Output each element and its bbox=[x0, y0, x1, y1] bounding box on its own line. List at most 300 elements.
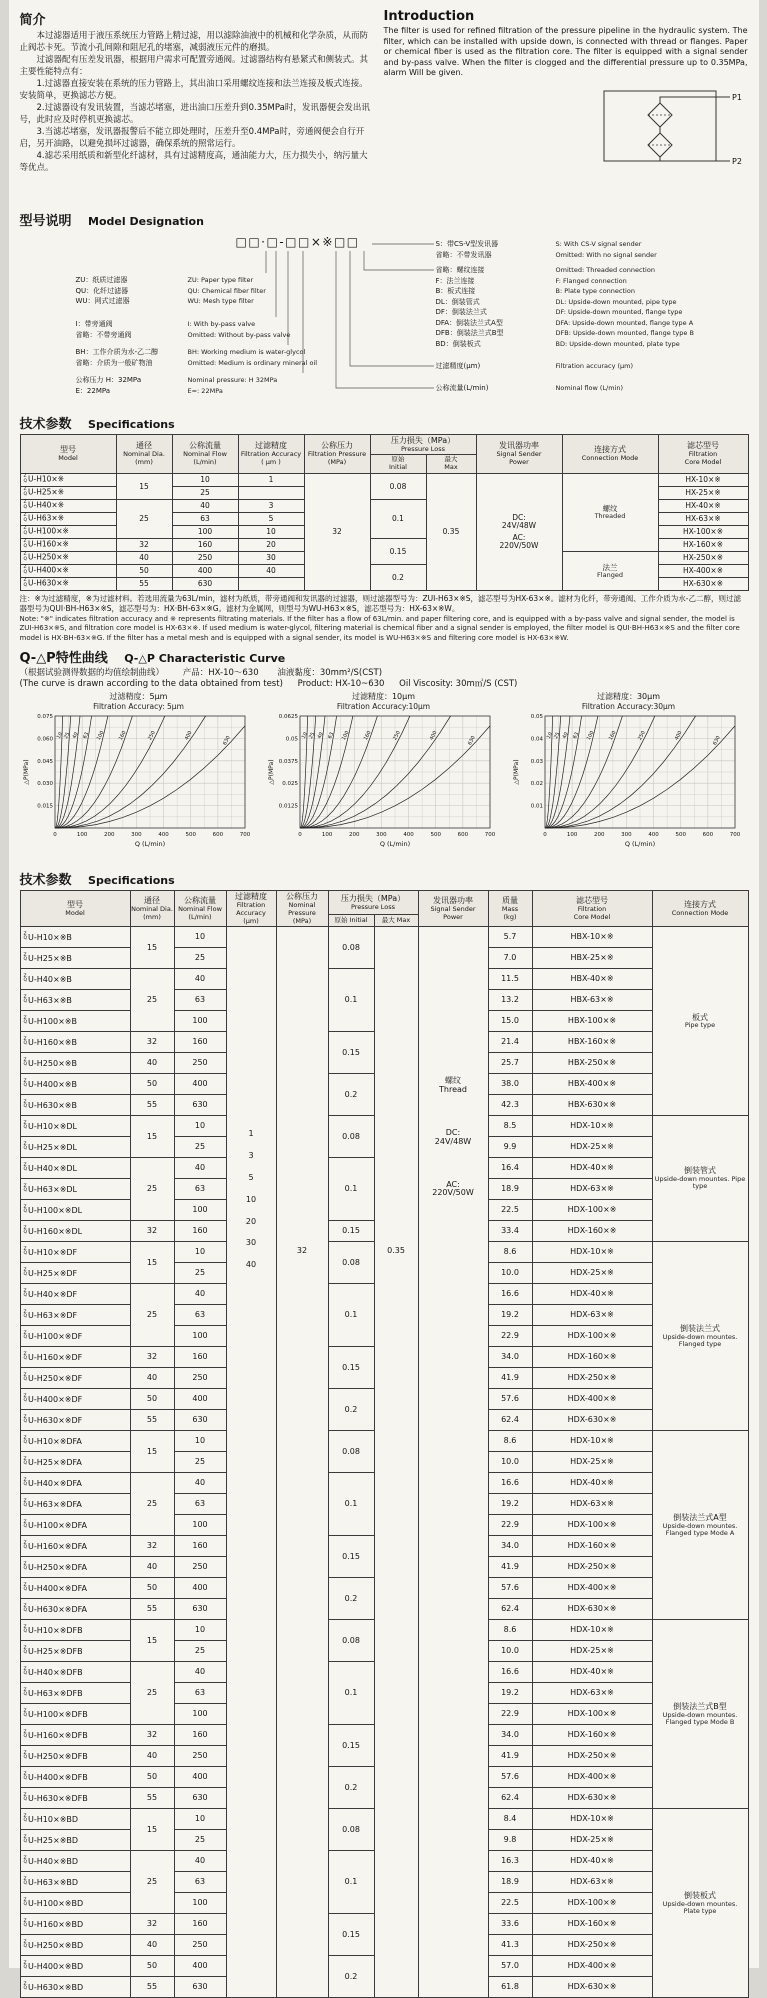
model-cell: Z Q U-H25×※DFB bbox=[20, 1641, 130, 1662]
designation-left-label-row bbox=[76, 296, 410, 307]
page bbox=[9, 0, 759, 1968]
model-designation-section bbox=[20, 210, 748, 409]
dia-cell: 50 bbox=[130, 1389, 174, 1410]
spec2-col-pressure: 公称压力 Nominal Pressure (MPa) bbox=[276, 891, 328, 927]
y-tick-label: 0.05 bbox=[285, 737, 298, 743]
designation-label-en: BD: Upside-down mounted, plate type bbox=[556, 339, 767, 350]
mass-cell: 18.9 bbox=[488, 1872, 532, 1893]
designation-label-cn: BD：倒装板式 bbox=[436, 339, 556, 350]
designation-right-label-row bbox=[436, 276, 767, 287]
model-prefix-zq: Z Q bbox=[24, 1500, 28, 1509]
core-model-cell: HDX-10×※ bbox=[532, 1116, 652, 1137]
mass-cell: 7.0 bbox=[488, 948, 532, 969]
model-cell: Z Q U-H100×※BD bbox=[20, 1893, 130, 1914]
dia-cell: 32 bbox=[130, 1725, 174, 1746]
mass-cell: 9.9 bbox=[488, 1137, 532, 1158]
core-model-cell: HDX-160×※ bbox=[532, 1221, 652, 1242]
pressure-merged-cell: 32 bbox=[276, 927, 328, 1998]
core-model-cell: HBX-63×※ bbox=[532, 990, 652, 1011]
model-cell: Z Q U-H10×※ bbox=[20, 473, 116, 486]
model-prefix-zq: Z Q bbox=[24, 1332, 28, 1341]
core-model-cell: HX-25×※ bbox=[658, 486, 748, 499]
mass-cell: 22.5 bbox=[488, 1200, 532, 1221]
x-tick-label: 0 bbox=[298, 832, 302, 838]
dia-cell: 40 bbox=[116, 551, 172, 564]
core-model-cell: HX-250×※ bbox=[658, 551, 748, 564]
model-cell: Z Q U-H400×※B bbox=[20, 1074, 130, 1095]
series-label: 10 bbox=[545, 732, 553, 740]
designation-label-en: DFA: Upside-down mounted, flange type A bbox=[556, 318, 767, 329]
designation-right-group-3 bbox=[436, 383, 767, 394]
designation-label-cn: 过滤精度(μm) bbox=[436, 361, 556, 372]
core-model-cell: HDX-630×※ bbox=[532, 1788, 652, 1809]
model-prefix-zq: Z Q bbox=[24, 1458, 28, 1467]
spec1-section bbox=[20, 413, 748, 643]
series-label: 10 bbox=[300, 732, 308, 740]
accuracy-merged-cell: 1 3 5 10 20 30 40 bbox=[226, 927, 276, 1998]
flow-cell: 400 bbox=[172, 564, 238, 577]
dia-cell: 15 bbox=[130, 1809, 174, 1851]
model-cell: Z Q U-H40×※B bbox=[20, 969, 130, 990]
designation-right-group-0 bbox=[436, 239, 767, 260]
connection-cell: 倒装法兰式B型 Upside-down mountes. Flanged type Mode B bbox=[652, 1620, 748, 1809]
mass-cell: 41.9 bbox=[488, 1746, 532, 1767]
core-model-cell: HX-63×※ bbox=[658, 512, 748, 525]
designation-label-en: Nominal pressure: H 32MPa bbox=[188, 375, 410, 386]
model-cell: Z Q U-H250×※DFA bbox=[20, 1557, 130, 1578]
intro-paragraph-en: The filter is used for refined filtration of the pressure pipeline in the hydraulic system. The filter, which can be installed with upside down, is connected with thread or flanges. Paper or chemical fiber is used as the filtration core. The filter is equipped with a signal sender and by-pass valve. When the filter is clogged and the differential pressure up to 0.35MPa, alarm Will be given. bbox=[384, 26, 748, 79]
designation-right-label-row bbox=[436, 318, 767, 329]
flow-cell: 63 bbox=[174, 1683, 226, 1704]
spec2-col-accuracy: 过滤精度 Filtration Accuracy (μm) bbox=[226, 891, 276, 927]
qdp-chart-svg bbox=[510, 711, 746, 861]
mass-cell: 38.0 bbox=[488, 1074, 532, 1095]
spec1-col-model: 型号 Model bbox=[20, 435, 116, 474]
loss-initial-cell: 0.08 bbox=[328, 1620, 374, 1662]
model-prefix-zq: Z Q bbox=[24, 1563, 28, 1572]
mass-cell: 15.0 bbox=[488, 1011, 532, 1032]
flow-cell: 160 bbox=[174, 1032, 226, 1053]
spec1-header-row bbox=[20, 435, 748, 455]
core-model-cell: HBX-25×※ bbox=[532, 948, 652, 969]
flow-cell: 10 bbox=[174, 1620, 226, 1641]
designation-left-label-row bbox=[76, 275, 410, 286]
spec2-col-power: 发讯器功率 Signal Sender Power bbox=[418, 891, 488, 927]
dia-cell: 50 bbox=[130, 1767, 174, 1788]
core-model-cell: HDX-400×※ bbox=[532, 1956, 652, 1977]
intro-paragraph-cn: 3.当滤芯堵塞，发讯器报警后不能立即处理时，压差升至0.4MPa时，旁通阀便会自行开启，另开油路，以避免损坏过滤器，确保系统的照常运行。 bbox=[20, 126, 372, 150]
y-tick-label: 0.045 bbox=[37, 759, 53, 765]
dia-cell: 25 bbox=[130, 969, 174, 1032]
spec1-col-accuracy: 过滤精度 Filtration Accuracy ( μm ) bbox=[238, 435, 304, 474]
designation-right-label-row bbox=[436, 361, 767, 372]
spec2-col-mass: 质量 Mass (kg) bbox=[488, 891, 532, 927]
spec2-col-core: 滤芯型号 Filtration Core Model bbox=[532, 891, 652, 927]
model-prefix-zq: Z Q bbox=[24, 1248, 28, 1257]
symbol-port-p2-label: P2 bbox=[732, 157, 742, 166]
model-cell: Z Q U-H40×※DL bbox=[20, 1158, 130, 1179]
designation-label-en: WU: Mesh type filter bbox=[188, 296, 410, 307]
flow-cell: 40 bbox=[174, 1158, 226, 1179]
spec1-title bbox=[20, 413, 748, 432]
model-prefix-zq: Z Q bbox=[24, 1290, 28, 1299]
dia-cell: 40 bbox=[130, 1746, 174, 1767]
intro-section bbox=[20, 6, 748, 206]
core-model-cell: HX-160×※ bbox=[658, 538, 748, 551]
model-prefix-zq: Z Q bbox=[24, 1038, 28, 1047]
loss-initial-cell: 0.1 bbox=[328, 1662, 374, 1725]
dia-cell: 40 bbox=[130, 1053, 174, 1074]
model-prefix-zq: Z Q bbox=[24, 1836, 28, 1845]
designation-left-label-row bbox=[76, 375, 410, 386]
flow-cell: 400 bbox=[174, 1956, 226, 1977]
core-model-cell: HDX-63×※ bbox=[532, 1494, 652, 1515]
y-tick-label: 0.0125 bbox=[278, 804, 298, 810]
flow-cell: 40 bbox=[174, 1284, 226, 1305]
loss-initial-cell: 0.15 bbox=[328, 1536, 374, 1578]
model-prefix-zq: Z Q bbox=[24, 1206, 28, 1215]
mass-cell: 10.0 bbox=[488, 1263, 532, 1284]
model-prefix-zq: Z Q bbox=[24, 1416, 28, 1425]
chart-title-en: Filtration Accuracy:30μm bbox=[510, 702, 748, 711]
core-model-cell: HDX-160×※ bbox=[532, 1725, 652, 1746]
model-cell: Z Q U-H160×※B bbox=[20, 1032, 130, 1053]
x-tick-label: 400 bbox=[648, 832, 659, 838]
loss-initial-cell: 0.15 bbox=[328, 1347, 374, 1389]
spec1-col-core: 滤芯型号 Filtration Core Model bbox=[658, 435, 748, 474]
dia-cell: 25 bbox=[130, 1284, 174, 1347]
intro-paragraph-cn: 4.滤芯采用纸质和新型化纤滤材，具有过滤精度高，通油能力大，压力损失小，纳污量大等优点。 bbox=[20, 150, 372, 174]
spec1-title-cn: 技术参数 bbox=[20, 417, 72, 432]
intro-paragraph-cn: 2.过滤器设有发讯装置，当滤芯堵塞，进出油口压差升到0.35MPa时，发讯器便会发出讯号，此时应及时停机更换滤芯。 bbox=[20, 102, 372, 126]
model-prefix-zq: Z Q bbox=[24, 933, 28, 942]
designation-label-en: Nominal flow (L/min) bbox=[556, 383, 767, 394]
model-cell: Z Q U-H40×※BD bbox=[20, 1851, 130, 1872]
model-cell: Z Q U-H160×※DFB bbox=[20, 1725, 130, 1746]
intro-paragraph-cn: 1.过滤器直接安装在系统的压力管路上，其出油口采用螺纹连接和法兰连接及板式连接。安装简单，更换滤芯方便。 bbox=[20, 78, 372, 102]
designation-left-label-row bbox=[76, 319, 410, 330]
core-model-cell: HDX-25×※ bbox=[532, 1263, 652, 1284]
intro-title-cn: 简介 bbox=[20, 9, 372, 28]
flow-cell: 25 bbox=[174, 1641, 226, 1662]
model-prefix-zq: Z Q bbox=[24, 527, 28, 536]
spec1-title-en: Specifications bbox=[88, 418, 175, 431]
spec2-subcol-initial: 原始 Initial bbox=[328, 915, 374, 927]
model-cell: Z Q U-H160×※DF bbox=[20, 1347, 130, 1368]
x-tick-label: 300 bbox=[376, 832, 387, 838]
flow-cell: 63 bbox=[172, 512, 238, 525]
designation-title-en: Model Designation bbox=[88, 215, 204, 228]
dia-cell: 50 bbox=[116, 564, 172, 577]
mass-cell: 33.4 bbox=[488, 1221, 532, 1242]
flow-cell: 630 bbox=[174, 1788, 226, 1809]
spec1-col-dia: 通径 Nominal Dia. (mm) bbox=[116, 435, 172, 474]
flow-cell: 160 bbox=[174, 1221, 226, 1242]
connection-cell: 倒装管式 Upside-down mountes. Pipe type bbox=[652, 1116, 748, 1242]
mass-cell: 19.2 bbox=[488, 1494, 532, 1515]
dia-cell: 32 bbox=[130, 1536, 174, 1557]
core-model-cell: HX-100×※ bbox=[658, 525, 748, 538]
spec2-title-cn: 技术参数 bbox=[20, 873, 72, 888]
loss-initial-cell: 0.08 bbox=[328, 1431, 374, 1473]
model-cell: Z Q U-H10×※DF bbox=[20, 1242, 130, 1263]
mass-cell: 34.0 bbox=[488, 1536, 532, 1557]
dia-cell: 15 bbox=[130, 1242, 174, 1284]
model-prefix-zq: Z Q bbox=[24, 1080, 28, 1089]
x-tick-label: 100 bbox=[321, 832, 332, 838]
model-prefix-zq: Z Q bbox=[24, 566, 28, 575]
designation-label-cn: ZU：纸质过滤器 bbox=[76, 275, 188, 286]
spec2-title bbox=[20, 869, 748, 888]
flow-cell: 250 bbox=[174, 1368, 226, 1389]
core-model-cell: HX-10×※ bbox=[658, 473, 748, 486]
core-model-cell: HDX-10×※ bbox=[532, 1431, 652, 1452]
flow-cell: 100 bbox=[174, 1200, 226, 1221]
model-cell: Z Q U-H25×※DL bbox=[20, 1137, 130, 1158]
mass-cell: 8.4 bbox=[488, 1809, 532, 1830]
loss-max-merged-cell: 0.35 bbox=[374, 927, 418, 1998]
hydraulic-circuit-symbol bbox=[596, 83, 746, 167]
y-axis-label: △P(MPa) bbox=[513, 760, 520, 785]
model-prefix-zq: Z Q bbox=[24, 1857, 28, 1866]
mass-cell: 10.0 bbox=[488, 1452, 532, 1473]
y-tick-label: 0.05 bbox=[530, 714, 543, 720]
loss-initial-cell: 0.1 bbox=[328, 1284, 374, 1347]
core-model-cell: HDX-630×※ bbox=[532, 1599, 652, 1620]
model-prefix-zq: Z Q bbox=[24, 1164, 28, 1173]
intro-english-column bbox=[384, 6, 748, 206]
sender-power-merged-cell: 螺纹 Thread DC: 24V/48W AC: 220V/50W bbox=[418, 927, 488, 1998]
model-prefix-zq: Z Q bbox=[24, 1353, 28, 1362]
dia-cell: 32 bbox=[130, 1347, 174, 1368]
core-model-cell: HDX-40×※ bbox=[532, 1158, 652, 1179]
designation-label-cn: I：带旁通阀 bbox=[76, 319, 188, 330]
designation-label-cn: DF：倒装法兰式 bbox=[436, 307, 556, 318]
dia-cell: 55 bbox=[130, 1095, 174, 1116]
spec2-row bbox=[20, 927, 748, 948]
curves-subtitle-en: (The curve is drawn according to the data obtained from test) bbox=[20, 679, 283, 689]
curves-viscosity-en: Oil Viscosity: 30m㎡/S (CST) bbox=[399, 679, 517, 689]
intro-chinese-column bbox=[20, 6, 372, 206]
loss-max-cell: 0.35 bbox=[426, 473, 476, 590]
mass-cell: 9.8 bbox=[488, 1830, 532, 1851]
connection-cell: 倒装法兰式A型 Upside-down mountes. Flanged type Mode A bbox=[652, 1431, 748, 1620]
model-code-boxes: □□·□-□□×※□□ bbox=[236, 235, 360, 249]
dia-cell: 55 bbox=[130, 1788, 174, 1809]
model-prefix-zq: Z Q bbox=[24, 1101, 28, 1110]
model-cell: Z Q U-H630×※DF bbox=[20, 1410, 130, 1431]
spec1-col-flow: 公称流量 Nominal Flow (L/min) bbox=[172, 435, 238, 474]
x-tick-label: 200 bbox=[594, 832, 605, 838]
intro-title-en: Introduction bbox=[384, 9, 748, 24]
dia-cell: 15 bbox=[116, 473, 172, 499]
mass-cell: 22.9 bbox=[488, 1704, 532, 1725]
designation-label-cn: B：板式连接 bbox=[436, 286, 556, 297]
core-model-cell: HBX-100×※ bbox=[532, 1011, 652, 1032]
accuracy-cell: 30 bbox=[238, 551, 304, 564]
model-prefix-zq: Z Q bbox=[24, 1395, 28, 1404]
core-model-cell: HBX-250×※ bbox=[532, 1053, 652, 1074]
mass-cell: 8.6 bbox=[488, 1620, 532, 1641]
model-cell: Z Q U-H100×※DL bbox=[20, 1200, 130, 1221]
spec1-table bbox=[20, 434, 749, 591]
core-model-cell: HDX-160×※ bbox=[532, 1347, 652, 1368]
series-label: 63 bbox=[571, 732, 579, 740]
flow-cell: 10 bbox=[174, 1431, 226, 1452]
designation-label-cn: S：带CS-V型发讯器 bbox=[436, 239, 556, 250]
model-prefix-zq: Z Q bbox=[24, 488, 28, 497]
model-cell: Z Q U-H250×※B bbox=[20, 1053, 130, 1074]
model-cell: Z Q U-H400×※ bbox=[20, 564, 116, 577]
mass-cell: 42.3 bbox=[488, 1095, 532, 1116]
accuracy-cell: 20 bbox=[238, 538, 304, 551]
mass-cell: 22.9 bbox=[488, 1515, 532, 1536]
dia-cell: 50 bbox=[130, 1074, 174, 1095]
dia-cell: 40 bbox=[130, 1368, 174, 1389]
chart-title-cn: 过滤精度：30μm bbox=[510, 692, 748, 702]
core-model-cell: HX-40×※ bbox=[658, 499, 748, 512]
model-prefix-zq: Z Q bbox=[24, 1374, 28, 1383]
dia-cell: 25 bbox=[130, 1662, 174, 1725]
curves-title-cn: Q-△P特性曲线 bbox=[20, 651, 108, 666]
loss-initial-cell: 0.08 bbox=[328, 927, 374, 969]
curves-subtitle-cn: （根据试验测得数据的均值绘制曲线） bbox=[20, 668, 165, 678]
mass-cell: 19.2 bbox=[488, 1305, 532, 1326]
designation-label-cn: DL：倒装管式 bbox=[436, 297, 556, 308]
designation-label-en: F: Flanged connection bbox=[556, 276, 767, 287]
core-model-cell: HDX-630×※ bbox=[532, 1977, 652, 1998]
core-model-cell: HDX-250×※ bbox=[532, 1368, 652, 1389]
dia-cell: 32 bbox=[116, 538, 172, 551]
flow-cell: 250 bbox=[174, 1557, 226, 1578]
series-label: 25 bbox=[308, 732, 316, 740]
dia-cell: 15 bbox=[130, 1620, 174, 1662]
model-prefix-zq: Z Q bbox=[24, 1521, 28, 1530]
model-cell: Z Q U-H25×※DFA bbox=[20, 1452, 130, 1473]
loss-initial-cell: 0.15 bbox=[328, 1221, 374, 1242]
model-cell: Z Q U-H10×※DL bbox=[20, 1116, 130, 1137]
designation-right-group-2 bbox=[436, 361, 767, 372]
model-prefix-zq: Z Q bbox=[24, 1227, 28, 1236]
x-tick-label: 700 bbox=[484, 832, 495, 838]
core-model-cell: HDX-250×※ bbox=[532, 1746, 652, 1767]
x-tick-label: 200 bbox=[104, 832, 115, 838]
designation-label-cn: 省略：介质为一般矿物油 bbox=[76, 358, 188, 369]
designation-right-label-row bbox=[436, 383, 767, 394]
series-label: 160 bbox=[117, 731, 127, 742]
dia-cell: 25 bbox=[116, 499, 172, 538]
model-prefix-zq: Z Q bbox=[24, 1899, 28, 1908]
model-cell: Z Q U-H630×※DFA bbox=[20, 1599, 130, 1620]
loss-initial-cell: 0.15 bbox=[370, 538, 426, 564]
designation-left-label-row bbox=[76, 330, 410, 341]
curves-title bbox=[20, 647, 748, 666]
model-prefix-zq: Z Q bbox=[24, 1689, 28, 1698]
mass-cell: 34.0 bbox=[488, 1347, 532, 1368]
flow-cell: 630 bbox=[174, 1599, 226, 1620]
mass-cell: 61.8 bbox=[488, 1977, 532, 1998]
flow-cell: 63 bbox=[174, 990, 226, 1011]
series-label: 25 bbox=[63, 732, 71, 740]
designation-label-en: Filtration accuracy (μm) bbox=[556, 361, 767, 372]
flow-cell: 100 bbox=[174, 1326, 226, 1347]
flow-cell: 10 bbox=[174, 1116, 226, 1137]
designation-label-cn: 公称流量(L/min) bbox=[436, 383, 556, 394]
model-prefix-zq: Z Q bbox=[24, 1479, 28, 1488]
designation-left-group-0 bbox=[76, 275, 410, 307]
dia-cell: 40 bbox=[130, 1557, 174, 1578]
curves-subtitle-en-row bbox=[20, 679, 748, 690]
model-prefix-zq: Z Q bbox=[24, 501, 28, 510]
curves-title-en: Q-△P Characteristic Curve bbox=[124, 652, 285, 665]
model-prefix-zq: Z Q bbox=[24, 475, 28, 484]
dia-cell: 15 bbox=[130, 927, 174, 969]
flow-cell: 250 bbox=[174, 1053, 226, 1074]
designation-title-cn: 型号说明 bbox=[20, 214, 72, 229]
model-cell: Z Q U-H400×※DFA bbox=[20, 1578, 130, 1599]
core-model-cell: HDX-25×※ bbox=[532, 1137, 652, 1158]
sender-power-cell: DC: 24V/48W AC: 220V/50W bbox=[476, 473, 562, 590]
x-tick-label: 100 bbox=[76, 832, 87, 838]
series-label: 100 bbox=[340, 731, 350, 742]
accuracy-cell: 1 bbox=[238, 473, 304, 486]
core-model-cell: HDX-100×※ bbox=[532, 1326, 652, 1347]
core-model-cell: HDX-250×※ bbox=[532, 1557, 652, 1578]
mass-cell: 11.5 bbox=[488, 969, 532, 990]
designation-right-label-row bbox=[436, 286, 767, 297]
mass-cell: 5.7 bbox=[488, 927, 532, 948]
mass-cell: 34.0 bbox=[488, 1725, 532, 1746]
model-prefix-zq: Z Q bbox=[24, 1584, 28, 1593]
model-cell: Z Q U-H630×※B bbox=[20, 1095, 130, 1116]
dia-cell: 32 bbox=[130, 1914, 174, 1935]
x-tick-label: 100 bbox=[566, 832, 577, 838]
dia-cell: 55 bbox=[130, 1410, 174, 1431]
loss-initial-cell: 0.08 bbox=[328, 1242, 374, 1284]
qdp-chart-svg bbox=[20, 711, 256, 861]
dia-cell: 50 bbox=[130, 1956, 174, 1977]
series-label: 25 bbox=[553, 732, 561, 740]
core-model-cell: HX-630×※ bbox=[658, 577, 748, 590]
model-prefix-zq: Z Q bbox=[24, 954, 28, 963]
model-prefix-zq: Z Q bbox=[24, 1878, 28, 1887]
core-model-cell: HBX-400×※ bbox=[532, 1074, 652, 1095]
model-cell: Z Q U-H400×※DFB bbox=[20, 1767, 130, 1788]
model-cell: Z Q U-H250×※ bbox=[20, 551, 116, 564]
model-prefix-zq: Z Q bbox=[24, 514, 28, 523]
flow-cell: 100 bbox=[174, 1704, 226, 1725]
core-model-cell: HDX-25×※ bbox=[532, 1452, 652, 1473]
y-tick-label: 0.04 bbox=[530, 737, 543, 743]
spec1-subcol-initial: 原始 Initial bbox=[370, 455, 426, 474]
qdp-chart bbox=[510, 692, 748, 865]
model-cell: Z Q U-H63×※DF bbox=[20, 1305, 130, 1326]
designation-right-label-row bbox=[436, 297, 767, 308]
loss-initial-cell: 0.1 bbox=[328, 1851, 374, 1914]
core-model-cell: HDX-630×※ bbox=[532, 1410, 652, 1431]
designation-label-cn: 省略：不带发讯器 bbox=[436, 250, 556, 261]
series-label: 400 bbox=[183, 731, 193, 742]
model-cell: Z Q U-H63×※DFB bbox=[20, 1683, 130, 1704]
core-model-cell: HDX-100×※ bbox=[532, 1515, 652, 1536]
core-model-cell: HDX-25×※ bbox=[532, 1830, 652, 1851]
x-tick-label: 0 bbox=[543, 832, 547, 838]
x-axis-label: Q (L/min) bbox=[134, 840, 164, 848]
model-prefix-zq: Z Q bbox=[24, 1668, 28, 1677]
y-tick-label: 0.015 bbox=[37, 804, 53, 810]
model-cell: Z Q U-H25×※BD bbox=[20, 1830, 130, 1851]
model-cell: Z Q U-H160×※ bbox=[20, 538, 116, 551]
